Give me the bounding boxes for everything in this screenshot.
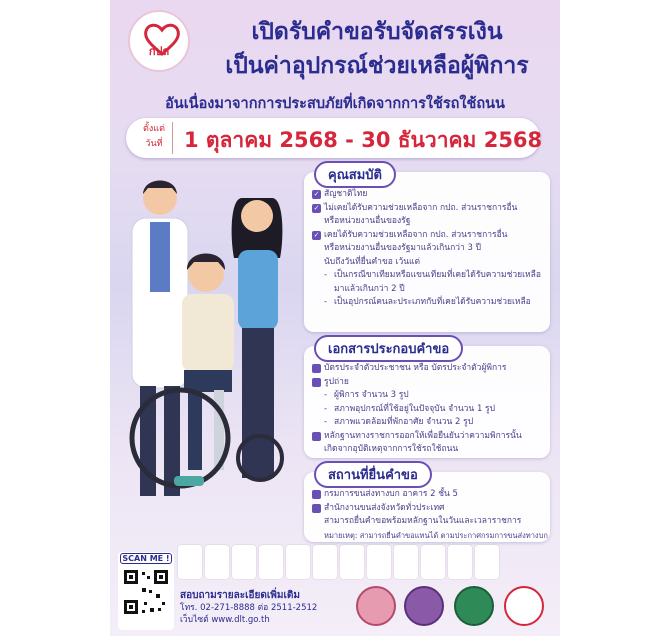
crutch-icon [232,545,256,579]
date-prefix [136,122,173,154]
walker-icon [286,545,310,579]
brace-icon [367,545,391,579]
locations-card [304,468,550,542]
locations-heading: สถานที่ยื่นคำขอ [314,461,432,488]
seal-4-icon [504,586,544,626]
document-bullet-icon [312,364,321,373]
document-item: บัตรประจำตัวประชาชน หรือ บัตรประจำตัวผู้พิการ [312,362,544,376]
qualification-item: ✓ ไม่เคยได้รับความช่วยเหลือจาก กปถ. ส่วนราชการอื่น [313,202,518,213]
cane-icon [340,545,364,579]
date-prefix-line1: ตั้งแต่ [143,124,165,134]
building-icon [312,504,321,513]
document-bullet-icon [312,432,321,441]
commode-icon [421,545,445,579]
poster-title-line1: เปิดรับคำขอรับจัดสรรเงิน [251,19,503,45]
check-icon: ✓ [313,230,320,239]
check-icon: ✓ [313,190,320,198]
document-item-cont: เกิดจากอุบัติเหตุจากการใช้รถใช้ถนน [324,444,459,454]
shower-chair-icon [394,545,418,579]
qualification-subitem-cont: มาแล้วเกินกว่า 2 ปี [334,283,405,294]
document-item: หลักฐานทางราชการออกให้เพื่อยืนยันว่าความพิการนั้น [312,430,544,444]
poster-subtitle: อันเนื่องมาจากการประสบภัยที่เกิดจากการใช้รถใช้ถนน [165,96,505,112]
tricycle-icon [448,545,472,579]
documents-heading: เอกสารประกอบคำขอ [314,335,463,362]
date-range-banner [126,118,543,158]
prosthetic-leg-icon [259,545,283,579]
building-icon [312,490,321,499]
location-item-cont: สามารถยื่นคำขอพร้อมหลักฐานในวันและเวลาราชการ [324,516,522,526]
wheelchair-icon [205,545,229,579]
hospital-bed-icon [178,545,202,579]
document-bullet-icon [312,378,321,387]
date-prefix-line2: วันที่ [145,139,163,149]
contact-heading: สอบถามรายละเอียดเพิ่มเติม [180,590,300,601]
qualification-subitem: - เป็นอุปกรณ์คนละประเภทกับที่เคยได้รับความช่วยเหลือ [324,297,531,307]
contact-website[interactable]: เว็บไซต์ www.dlt.go.th [180,615,270,625]
qr-code-icon[interactable] [122,568,170,616]
people-illustration [110,158,320,530]
qualification-item-cont: นับถึงวันที่ยื่นคำขอ เว้นแต่ [324,256,421,267]
logo-text: กปถ [148,45,170,58]
scan-label: SCAN ME ! [120,553,172,564]
qualification-item: ✓ สัญชาติไทย [313,189,368,199]
agency-seals [350,586,550,630]
contact-phone[interactable]: โทร. 02-271-8888 ต่อ 2511-2512 [180,603,318,613]
qualification-item: ✓ เคยได้รับความช่วยเหลือจาก กปถ. ส่วนราชการอื่น [313,229,508,240]
electric-wheelchair-icon [475,545,499,579]
document-subitem: - ผู้พิการ จำนวน 3 รูป [324,390,409,400]
qualification-item-cont: หรือหน่วยงานอื่นของรัฐ [324,216,411,226]
seal-1-icon [356,586,396,626]
qr-block [118,552,174,630]
document-item: รูปถ่าย [312,376,544,390]
contact-info [180,590,317,626]
document-subitem: - สภาพแวดล้อมที่พักอาศัย จำนวน 2 รูป [324,417,474,427]
qualifications-heading: คุณสมบัติ [314,161,396,188]
poster [110,0,560,636]
qualifications-card [304,168,550,332]
documents-card [304,342,550,458]
document-subitem: - สภาพอุปกรณ์ที่ใช้อยู่ในปัจจุบัน จำนวน 1 รูป [324,403,496,414]
agency-logo [128,10,190,72]
qualification-subitem: - เป็นกรณีขาเทียมหรือแขนเทียมที่เคยได้รับความช่วยเหลือ [324,270,541,280]
location-item: กรมการขนส่งทางบก อาคาร 2 ชั้น 5 [312,488,544,502]
location-note: หมายเหตุ: สามารถยื่นคำขอแทนได้ ตามประกาศกรมการขนส่งทางบก [324,530,548,540]
date-range-text: 1 ตุลาคม 2568 - 30 ธันวาคม 2568 [184,128,543,152]
seal-2-icon [404,586,444,626]
qualification-item-cont: หรือหน่วยงานอื่นของรัฐมาแล้วเกินกว่า 3 ปี [324,243,482,253]
check-icon: ✓ [313,203,320,212]
assistive-devices-strip [178,545,554,583]
hearing-aid-icon [313,545,337,579]
doctor-figure [132,181,188,497]
poster-title-line2: เป็นค่าอุปกรณ์ช่วยเหลือผู้พิการ [225,53,529,79]
location-item: สำนักงานขนส่งจังหวัดทั่วประเทศ [312,502,544,516]
seal-3-icon [454,586,494,626]
